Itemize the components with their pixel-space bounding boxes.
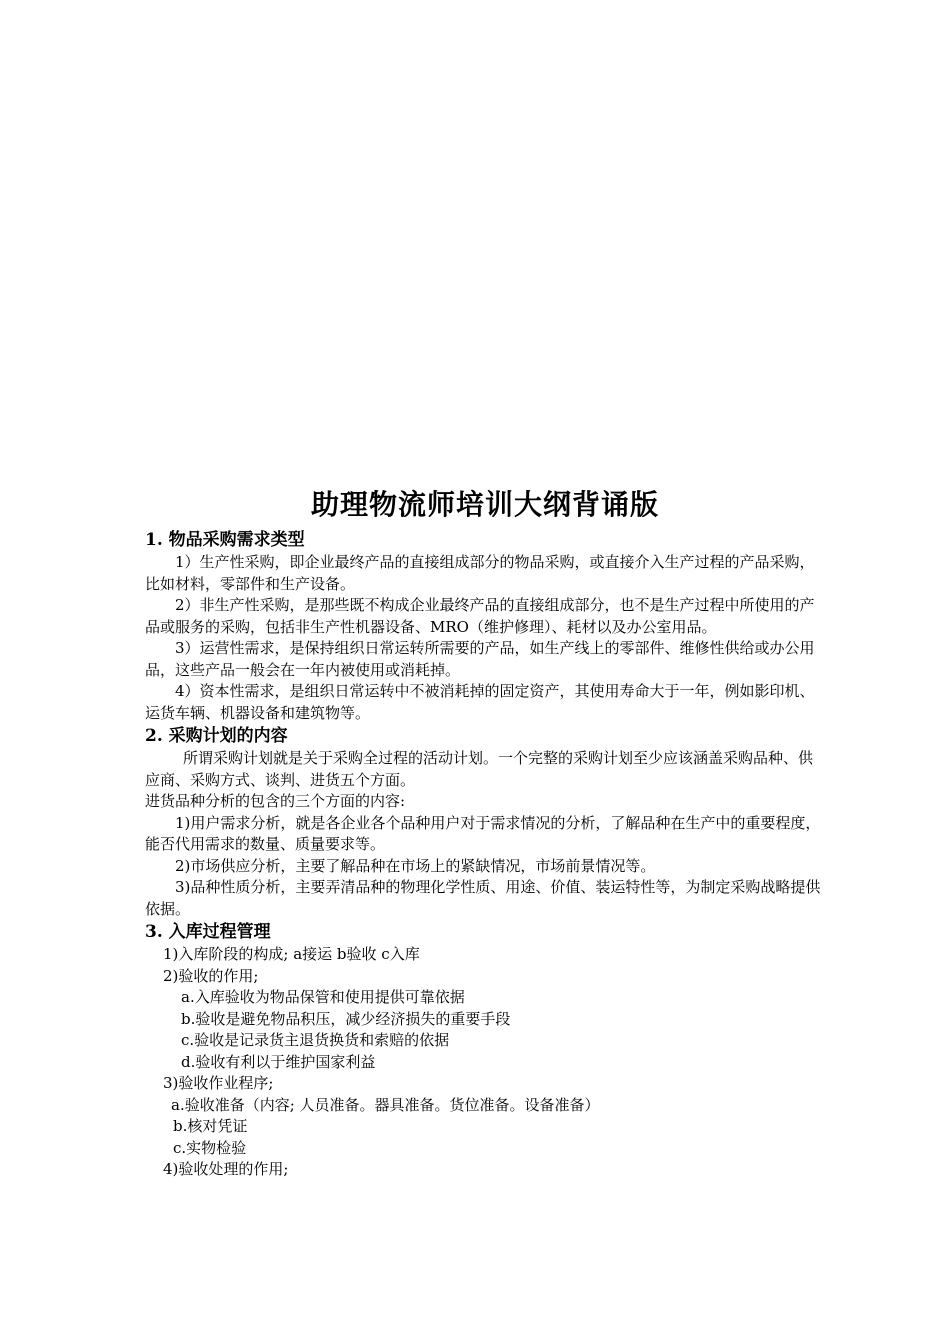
list-item: a.验收准备（内容; 人员准备。器具准备。货位准备。设备准备） <box>171 1095 600 1114</box>
paragraph: 2）非生产性采购，是那些既不构成企业最终产品的直接组成部分，也不是生产过程中所使用的产品或服务的采购，包括非生产性机器设备、MRO（维护修理）、耗材以及办公室用品。 <box>145 596 815 636</box>
paragraph: 所谓采购计划就是关于采购全过程的活动计划。一个完整的采购计划至少应该涵盖采购品种、供应商、采购方式、谈判、进货五个方面。 <box>145 749 814 789</box>
paragraph: 3)品种性质分析，主要弄清品种的物理化学性质、用途、价值、装运特性等，为制定采购战略提供依据。 <box>145 878 821 918</box>
paragraph: 3）运营性需求，是保持组织日常运转所需要的产品，如生产线上的零部件、维修性供给或办公用品，这些产品一般会在一年内被使用或消耗掉。 <box>145 639 815 679</box>
document-title: 助理物流师培训大纲背诵版 <box>310 488 659 521</box>
section-heading-2: 2. 采购计划的内容 <box>145 726 288 746</box>
paragraph: 2)市场供应分析，主要了解品种在市场上的紧缺情况，市场前景情况等。 <box>175 856 656 875</box>
list-item: 1)入库阶段的构成; a接运 b验收 c入库 <box>163 945 420 963</box>
paragraph: 进货品种分析的包含的三个方面的内容: <box>145 792 406 810</box>
list-item: b.验收是避免物品积压，减少经济损失的重要手段 <box>181 1009 511 1028</box>
section-heading-3: 3. 入库过程管理 <box>145 922 271 942</box>
list-item: c.验收是记录货主退货换货和索赔的依据 <box>181 1031 450 1049</box>
paragraph: 1）生产性采购，即企业最终产品的直接组成部分的物品采购，或直接介入生产过程的产品采购，比如材料，零部件和生产设备。 <box>145 553 815 593</box>
list-item: 3)验收作业程序; <box>163 1074 274 1092</box>
document-body <box>145 486 825 1181</box>
list-item: d.验收有利以于维护国家利益 <box>181 1052 376 1071</box>
list-item: c.实物检验 <box>173 1138 247 1157</box>
section-heading-1: 1. 物品采购需求类型 <box>145 530 305 550</box>
list-item: a.入库验收为物品保管和使用提供可靠依据 <box>181 988 465 1006</box>
list-item: b.核对凭证 <box>173 1117 248 1135</box>
paragraph: 1)用户需求分析，就是各企业各个品种用户对于需求情况的分析，了解品种在生产中的重要程度，能否代用需求的数量、质量要求等。 <box>145 813 821 853</box>
list-item: 2)验收的作用; <box>163 966 259 985</box>
list-item: 4)验收处理的作用; <box>163 1160 289 1178</box>
paragraph: 4）资本性需求，是组织日常运转中不被消耗掉的固定资产，其使用寿命大于一年，例如影印机、运货车辆、机器设备和建筑物等。 <box>145 682 815 722</box>
